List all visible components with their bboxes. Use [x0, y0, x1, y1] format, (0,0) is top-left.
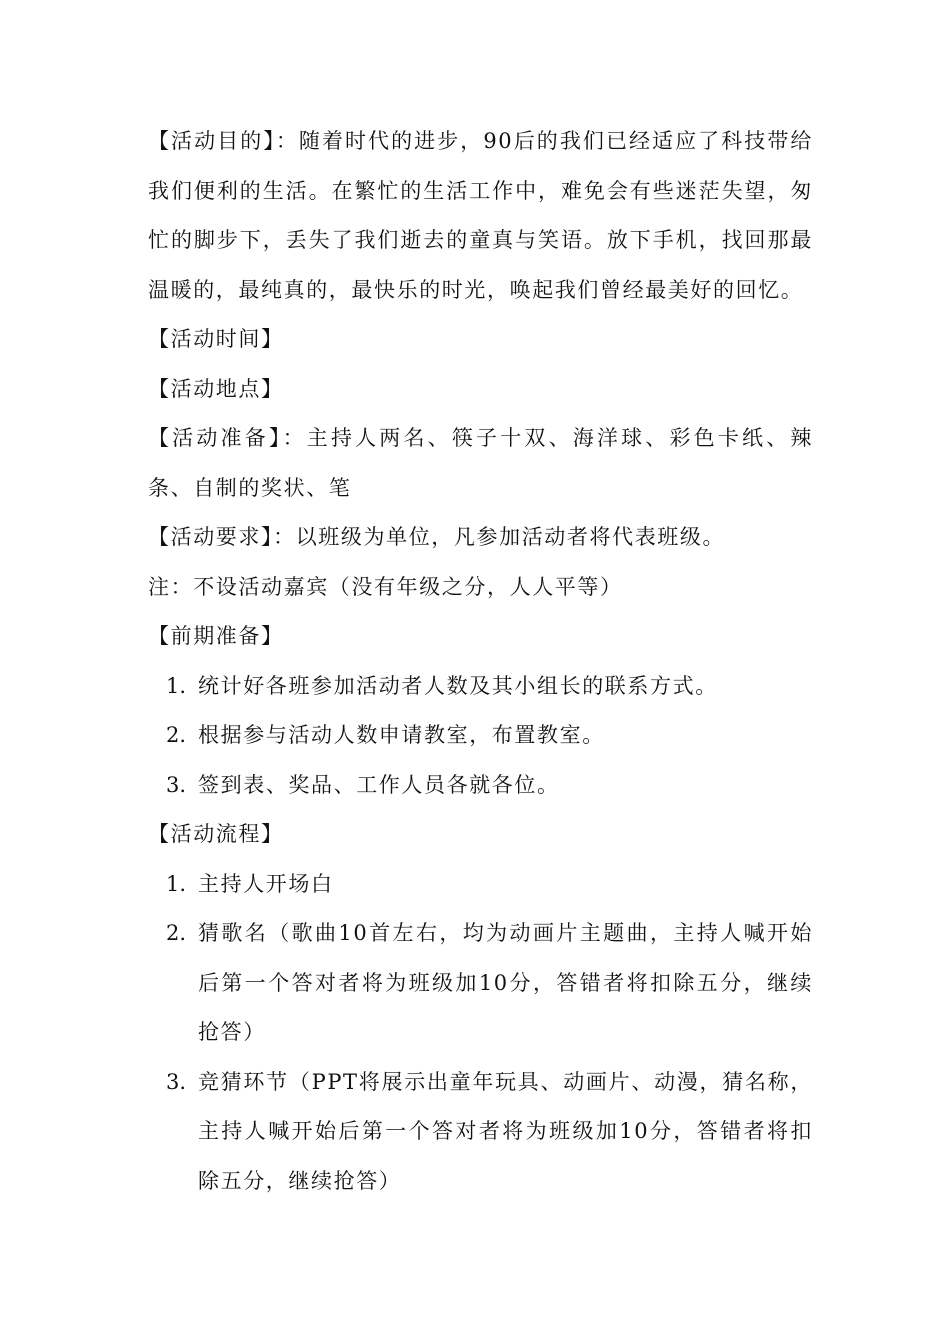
list-item-number: 3.: [166, 1069, 187, 1094]
time-heading: 【活动时间】: [148, 327, 284, 351]
note-paragraph: 注：不设活动嘉宾（没有年级之分，人人平等）: [148, 574, 623, 599]
requirement-paragraph: 【活动要求】：以班级为单位，凡参加活动者将代表班级。: [148, 525, 726, 549]
list-item-number: 3.: [166, 772, 187, 797]
pre-prep-heading: 【前期准备】: [148, 624, 284, 648]
list-item-number: 1.: [166, 673, 187, 698]
document-body: [148, 117, 813, 1206]
list-item-text: 竞猜环节（PPT将展示出童年玩具、动画片、动漫，猜名称，主持人喊开始后第一个答对者将为班级加10分，答错者将扣除五分，继续抢答）: [198, 1069, 813, 1193]
list-item-number: 2.: [166, 921, 187, 945]
list-item: [148, 860, 813, 910]
list-item-text: 主持人开场白: [198, 871, 334, 896]
list-item-text: 猜歌名（歌曲10首左右，均为动画片主题曲，主持人喊开始后第一个答对者将为班级加10分，答错者将扣除五分，继续抢答）: [198, 921, 813, 1044]
purpose-paragraph: 【活动目的】：随着时代的进步，90后的我们已经适应了科技带给我们便利的生活。在繁忙的生活工作中，难免会有些迷茫失望，匆忙的脚步下，丢失了我们逝去的童真与笑语。放下手机，找回那最温暖的，最纯真的，最快乐的时光，唤起我们曾经最美好的回忆。: [148, 129, 813, 302]
list-item-text: 统计好各班参加活动者人数及其小组长的联系方式。: [198, 673, 718, 698]
flow-heading: 【活动流程】: [148, 822, 284, 846]
flow-list: [148, 860, 813, 1207]
list-item-text: 签到表、奖品、工作人员各就各位。: [198, 772, 560, 797]
list-item: [148, 761, 813, 811]
list-item-text: 根据参与活动人数申请教室，布置教室。: [198, 723, 605, 747]
list-item: [148, 909, 813, 1058]
list-item: [148, 711, 813, 761]
preparation-paragraph: 【活动准备】：主持人两名、筷子十双、海洋球、彩色卡纸、辣条、自制的奖状、笔: [148, 426, 813, 500]
pre-prep-list: [148, 662, 813, 811]
list-item-number: 2.: [166, 723, 187, 747]
list-item: [148, 662, 813, 712]
place-heading: 【活动地点】: [148, 376, 284, 401]
list-item-number: 1.: [166, 871, 187, 896]
list-item: [148, 1058, 813, 1207]
